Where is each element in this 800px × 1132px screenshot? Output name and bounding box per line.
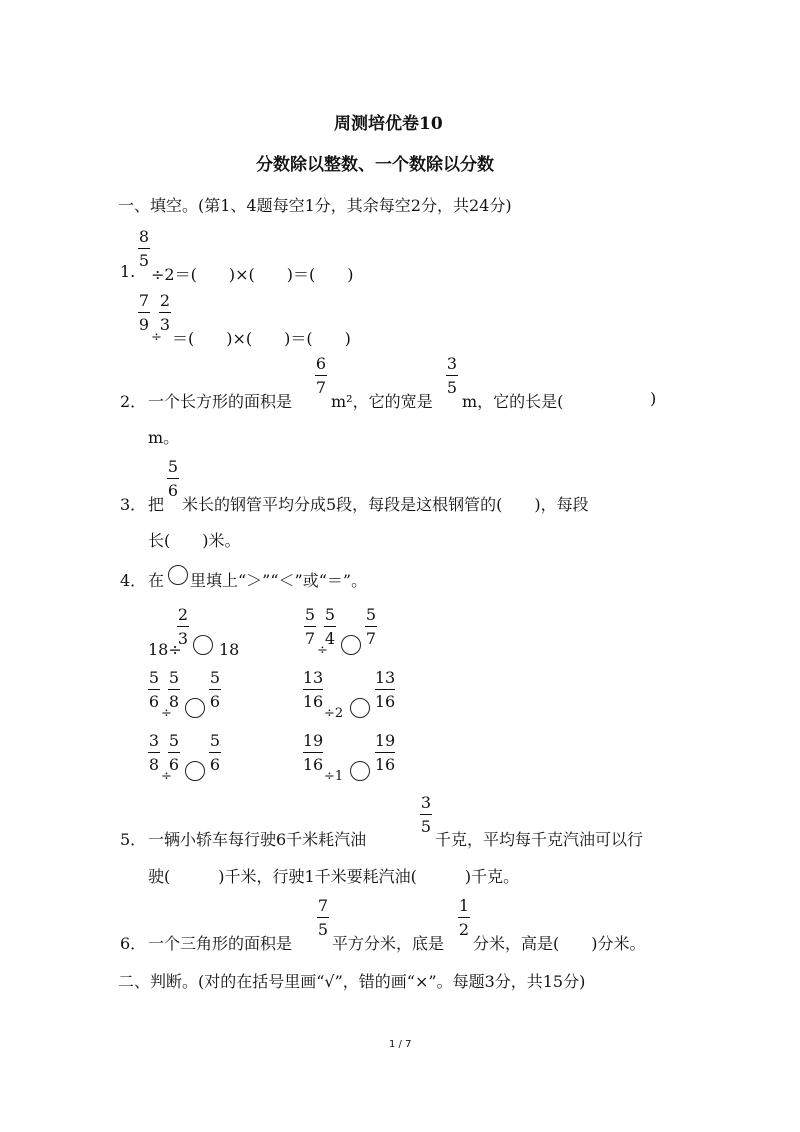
q4-item5-fraction-2 <box>167 731 181 774</box>
section1-heading: 一、填空。(第1、4题每空1分，其余每空2分，共24分) <box>118 196 512 215</box>
fraction-bar <box>167 478 179 479</box>
q3-numerator: 5 <box>167 457 179 476</box>
fraction-bar <box>420 814 432 815</box>
q6-text-2: 平方分米，底是 <box>332 934 445 953</box>
q4-item3-numerator-2: 5 <box>168 668 180 687</box>
fraction-bar <box>148 752 160 753</box>
fraction-bar <box>209 689 221 690</box>
fraction-bar <box>168 689 180 690</box>
q4-item1-fraction <box>176 605 190 648</box>
fraction-bar <box>138 312 150 313</box>
q6-base-denominator: 2 <box>458 920 470 939</box>
q4-item2-denominator-3: 7 <box>365 629 377 648</box>
q4-item6-answer-circle[interactable] <box>350 761 370 781</box>
q4-item2-numerator-3: 5 <box>365 605 377 624</box>
q4-item4-divide: ÷2 <box>324 706 344 721</box>
q4-item2-fraction-2 <box>323 605 337 648</box>
q4-item5-fraction-1 <box>147 731 161 774</box>
q4-item5-fraction-3 <box>208 731 222 774</box>
fraction-bar <box>303 689 323 690</box>
page-number: 1 / 7 <box>389 1039 412 1050</box>
fraction-bar <box>458 917 470 918</box>
q4-item3-divide: ÷ <box>161 706 172 721</box>
circle-icon <box>168 565 188 585</box>
fraction-bar <box>304 626 316 627</box>
q4-item6-denominator-3: 16 <box>374 755 396 774</box>
q4-item4-numerator-3: 13 <box>374 668 396 687</box>
q1-row1-fraction <box>137 227 151 270</box>
q4-item4-numerator-1: 13 <box>302 668 324 687</box>
q5-fraction <box>419 793 433 836</box>
q4-item3-fraction-2 <box>167 668 181 711</box>
q2-width-numerator: 3 <box>446 354 458 373</box>
q4-text-1: 在 <box>148 571 165 590</box>
q2-close-paren: ) <box>650 389 657 408</box>
q4-item3-denominator-3: 6 <box>209 692 221 711</box>
q4-item1-left: 18÷ <box>148 640 182 659</box>
q4-item2-answer-circle[interactable] <box>341 635 361 655</box>
fraction-bar <box>168 752 180 753</box>
q4-item5-divide: ÷ <box>161 769 172 784</box>
fraction-bar <box>317 917 329 918</box>
q6-area-numerator: 7 <box>317 896 329 915</box>
q2-fraction-area <box>314 354 328 397</box>
q1-row1-denominator: 5 <box>138 251 150 270</box>
q2-fraction-width <box>445 354 459 397</box>
fraction-bar <box>303 752 323 753</box>
q4-number: 4． <box>120 571 147 590</box>
fraction-bar <box>148 689 160 690</box>
q4-item2-numerator-1: 5 <box>304 605 316 624</box>
q5-line-2: 驶( )千米，行驶1千米要耗汽油( )千克。 <box>148 867 520 886</box>
q4-item6-numerator-1: 19 <box>302 731 324 750</box>
q3-line-2: 长( )米。 <box>148 531 241 550</box>
q6-number: 6． <box>120 934 147 953</box>
fraction-bar <box>209 752 221 753</box>
fraction-bar <box>138 248 150 249</box>
q2-line-2: m。 <box>148 428 180 447</box>
q4-item5-denominator-1: 8 <box>148 755 160 774</box>
q1-row2-denominator-2: 3 <box>159 315 171 334</box>
q1-row2-fraction-2 <box>158 291 172 334</box>
q5-denominator: 5 <box>420 817 432 836</box>
fraction-bar <box>324 626 336 627</box>
q4-item3-fraction-1 <box>147 668 161 711</box>
q4-text-2: 里填上“＞”“＜”或“＝”。 <box>190 571 368 590</box>
q6-base-numerator: 1 <box>458 896 470 915</box>
q2-text-1: 一个长方形的面积是 <box>148 392 293 411</box>
fraction-bar <box>375 752 395 753</box>
q4-item5-answer-circle[interactable] <box>185 761 205 781</box>
q5-text-1: 一辆小轿车每行驶6千米耗汽油 <box>148 830 367 849</box>
fraction-bar <box>315 375 327 376</box>
q1-row2-denominator-1: 9 <box>138 315 150 334</box>
q1-number: 1. <box>120 262 136 281</box>
q6-fraction-area <box>316 896 330 939</box>
q2-text-2: m²，它的宽是 <box>331 392 433 411</box>
q1-row2-numerator-1: 7 <box>138 291 150 310</box>
q4-item2-denominator-2: 4 <box>324 629 336 648</box>
q4-item5-numerator-3: 5 <box>209 731 221 750</box>
q3-denominator: 6 <box>167 481 179 500</box>
q2-area-numerator: 6 <box>315 354 327 373</box>
q4-item6-divide: ÷1 <box>324 769 344 784</box>
q4-item4-denominator-1: 16 <box>302 692 324 711</box>
q1-row1-expression: ÷2＝( )×( )＝( ) <box>151 265 354 284</box>
q4-item3-denominator-2: 8 <box>168 692 180 711</box>
q6-text-3: 分米，高是( )分米。 <box>473 934 646 953</box>
fraction-bar <box>177 626 189 627</box>
q4-item5-numerator-1: 3 <box>148 731 160 750</box>
q6-text-1: 一个三角形的面积是 <box>148 934 293 953</box>
q4-item2-denominator-1: 7 <box>304 629 316 648</box>
q2-area-denominator: 7 <box>315 378 327 397</box>
q4-item1-right: 18 <box>219 640 240 659</box>
q4-item2-fraction-3 <box>364 605 378 648</box>
q4-item6-fraction-1 <box>302 731 324 774</box>
q4-item6-denominator-1: 16 <box>302 755 324 774</box>
q4-item4-denominator-3: 16 <box>374 692 396 711</box>
q4-item3-numerator-1: 5 <box>148 668 160 687</box>
q6-fraction-base <box>457 896 471 939</box>
q2-text-3: m，它的长是( <box>462 392 564 411</box>
q2-width-denominator: 5 <box>446 378 458 397</box>
q4-item4-fraction-1 <box>302 668 324 711</box>
q1-row1-numerator: 8 <box>138 227 150 246</box>
q4-item4-answer-circle[interactable] <box>350 698 370 718</box>
fraction-bar <box>365 626 377 627</box>
q4-item6-numerator-3: 19 <box>374 731 396 750</box>
q3-number: 3． <box>120 495 147 514</box>
q1-row2-fraction-1 <box>137 291 151 334</box>
q1-row2-numerator-2: 2 <box>159 291 171 310</box>
fraction-bar <box>159 312 171 313</box>
q4-item5-denominator-3: 6 <box>209 755 221 774</box>
q5-numerator: 3 <box>420 793 432 812</box>
q4-item3-denominator-1: 6 <box>148 692 160 711</box>
q4-item5-denominator-2: 6 <box>168 755 180 774</box>
q4-item2-fraction-1 <box>303 605 317 648</box>
q1-row2-divide: ÷ <box>151 330 162 345</box>
q4-item6-fraction-3 <box>374 731 396 774</box>
q4-item5-numerator-2: 5 <box>168 731 180 750</box>
q4-item3-fraction-3 <box>208 668 222 711</box>
q4-item1-numerator: 2 <box>177 605 189 624</box>
q5-number: 5． <box>120 830 147 849</box>
q4-item2-divide: ÷ <box>317 643 328 658</box>
q4-item3-answer-circle[interactable] <box>185 698 205 718</box>
section2-heading: 二、判断。(对的在括号里画“√”，错的画“×”。每题3分，共15分) <box>118 972 586 991</box>
q3-text-2: 米长的钢管平均分成5段，每段是这根钢管的( )，每段 <box>182 495 589 514</box>
fraction-bar <box>375 689 395 690</box>
q6-area-denominator: 5 <box>317 920 329 939</box>
fraction-bar <box>446 375 458 376</box>
q4-item2-numerator-2: 5 <box>324 605 336 624</box>
q2-number: 2． <box>120 392 147 411</box>
q3-text-1: 把 <box>148 495 165 514</box>
page-title: 周测培优卷10 <box>334 114 443 134</box>
q4-item1-denominator: 3 <box>177 629 189 648</box>
q4-item1-answer-circle[interactable] <box>193 635 213 655</box>
page-subtitle: 分数除以整数、一个数除以分数 <box>256 155 494 175</box>
q4-item4-fraction-3 <box>374 668 396 711</box>
q5-text-2: 千克，平均每千克汽油可以行 <box>435 830 644 849</box>
q4-item3-numerator-3: 5 <box>209 668 221 687</box>
q3-fraction <box>166 457 180 500</box>
q1-row2-expression: ＝( )×( )＝( ) <box>172 329 351 348</box>
